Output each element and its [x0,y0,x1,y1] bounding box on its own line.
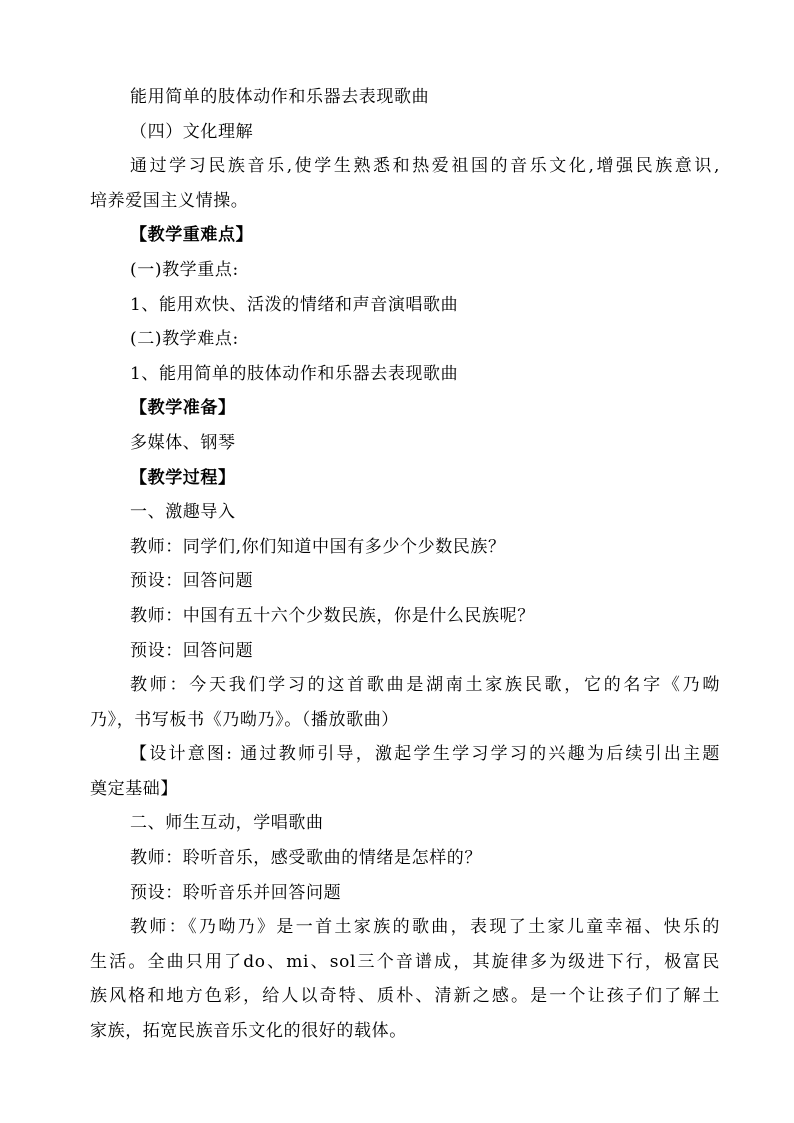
paragraph-line: 教师：今天我们学习的这首歌曲是湖南土家族民歌，它的名字《乃呦 [130,675,720,696]
section-heading: 【教学准备】 [130,398,236,419]
paragraph-line: 乃》，书写板书《乃呦乃》。（播放歌曲） [90,709,399,730]
paragraph-line: 预设：回答问题 [130,640,254,661]
paragraph-line: 1、能用简单的肢体动作和乐器去表现歌曲 [130,363,459,384]
paragraph-line: 教师：同学们,你们知道中国有多少个少数民族？ [130,536,506,557]
paragraph-line: 1、能用欢快、活泼的情绪和声音演唱歌曲 [130,294,459,315]
section-heading: 【教学过程】 [130,467,236,488]
document-body [90,80,720,1049]
section-subheading: (一)教学重点: [130,259,239,280]
design-intent-line: 【设计意图: 通过教师引导，激起学生学习学习的兴趣为后续引出主题 [130,744,720,765]
paragraph-line: 教师：中国有五十六个少数民族，你是什么民族呢？ [130,605,535,626]
paragraph-line: 教师：聆听音乐，感受歌曲的情绪是怎样的？ [130,848,482,869]
section-subheading: 一、激趣导入 [130,502,236,523]
paragraph-line: 预设：回答问题 [130,571,254,592]
paragraph-line: 教师：《乃呦乃》是一首土家族的歌曲，表现了土家儿童幸福、快乐的 [130,917,720,938]
paragraph-line: 生活。全曲只用了do、mi、sol三个音谱成，其旋律多为级进下行，极富民 [90,951,720,972]
paragraph-line: 通过学习民族音乐,使学生熟悉和热爱祖国的音乐文化,增强民族意识, [130,156,720,177]
paragraph-line: 家族，拓宽民族音乐文化的很好的载体。 [90,1021,407,1042]
section-subheading: 二、师生互动，学唱歌曲 [130,813,324,834]
paragraph-line: 预设：聆听音乐并回答问题 [130,882,342,903]
section-subheading: (二)教学难点: [130,329,239,350]
paragraph-line: 多媒体、钢琴 [130,432,236,453]
section-heading: 【教学重难点】 [130,225,254,246]
section-subheading: （四）文化理解 [130,121,254,142]
paragraph-line: 能用简单的肢体动作和乐器去表现歌曲 [130,87,430,107]
paragraph-line: 族风格和地方色彩，给人以奇特、质朴、清新之感。是一个让孩子们了解土 [90,986,720,1007]
paragraph-line: 培养爱国主义情操。 [90,190,249,211]
design-intent-line: 奠定基础】 [90,778,178,799]
